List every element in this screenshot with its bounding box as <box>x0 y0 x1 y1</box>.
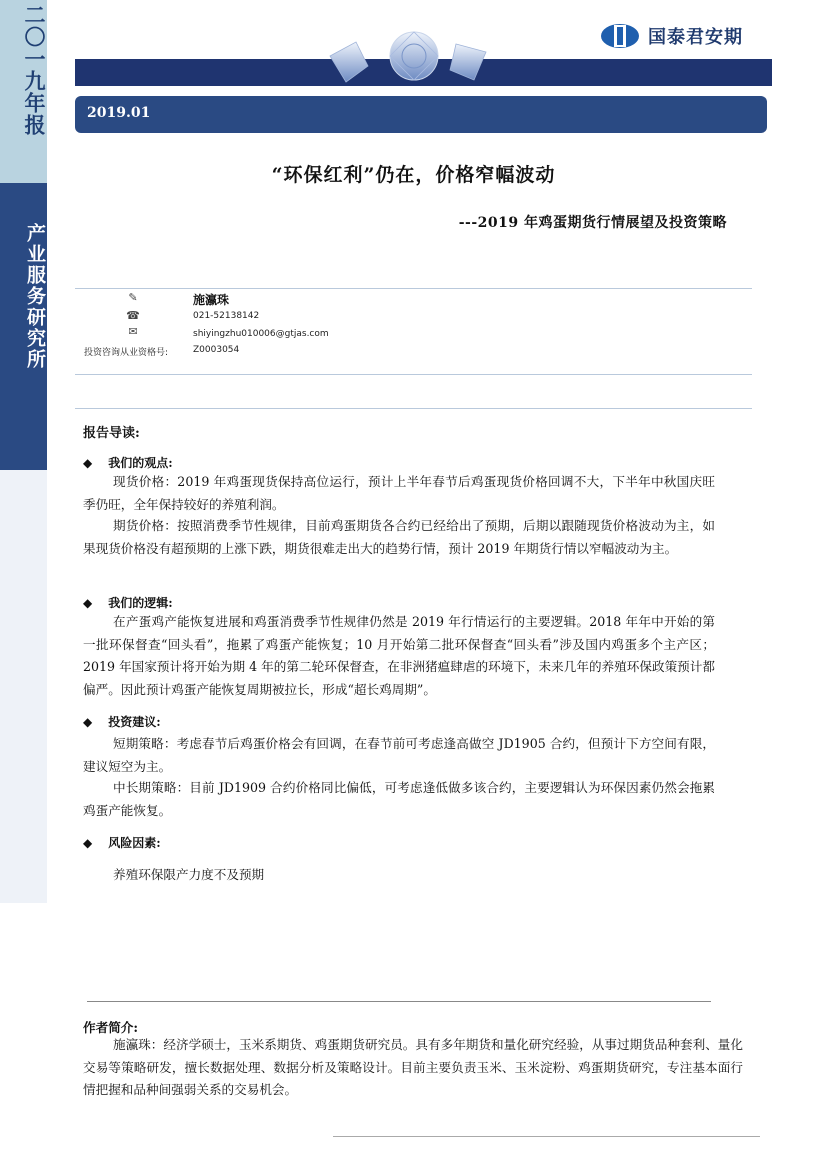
sidebar-year-text: 二〇一九年报 <box>22 4 47 136</box>
mail-icon: ✉ <box>128 325 138 338</box>
advice-short-paragraph: 短期策略：考虑春节后鸡蛋价格会有回调，在春节前可考虑逢高做空 JD1905 合约，但预计下方空间有限，建议短空为主。 <box>83 736 715 774</box>
divider-body <box>75 408 752 409</box>
report-heading: 报告导读: <box>83 426 140 441</box>
date-bar <box>75 96 767 133</box>
advice-heading: ◆ 投资建议: <box>83 715 161 729</box>
bio-heading: 作者简介: <box>83 1020 139 1035</box>
divider-footer <box>333 1136 760 1137</box>
report-date: 2019.01 <box>87 105 151 121</box>
company-logo <box>600 22 743 50</box>
logic-paragraph: 在产蛋鸡产能恢复进展和鸡蛋消费季节性规律仍然是 2019 年行情运行的主要逻辑。2018 年年中开始的第一批环保督查“回头看”，拖累了鸡蛋产能恢复；10 月开始第二批环保督查“回头看”涉及国内鸡蛋多个主产区；2019 年国家预计将开始为期 4 年的第二轮环保督查，在非洲猪瘟肆虐的环境下，未来几年的养殖环保政策预计都偏严。因此预计鸡蛋产能恢复周期被拉长，形成“超长鸡周期”。 <box>83 614 715 697</box>
page-subtitle: ---2019 年鸡蛋期货行情展望及投资策略 <box>458 215 727 231</box>
author-phone: 021-52138142 <box>193 311 260 321</box>
views-spot-paragraph: 现货价格：2019 年鸡蛋现货保持高位运行，预计上半年春节后鸡蛋现货价格回调不大，下半年中秋国庆旺季仍旺，全年保持较好的养殖利润。 <box>83 474 715 512</box>
logo-mark-icon <box>600 23 640 49</box>
risk-text: 养殖环保限产力度不及预期 <box>113 867 265 882</box>
phone-icon: ☎ <box>126 309 140 322</box>
divider-mid <box>75 374 752 375</box>
logo-text: 国泰君安期 <box>648 27 743 48</box>
logic-heading: ◆ 我们的逻辑: <box>83 596 173 610</box>
pen-icon: ✎ <box>128 291 138 304</box>
sidebar-year-block <box>0 0 47 183</box>
risk-heading: ◆ 风险因素: <box>83 836 161 850</box>
divider-top <box>75 288 752 289</box>
sidebar-dept-text: 产业服务研究所 <box>24 223 46 370</box>
author-name: 施瀛珠 <box>193 293 230 307</box>
advice-long-paragraph: 中长期策略：目前 JD1909 合约价格同比偏低，可考虑逢低做多该合约，主要逻辑认为环保因素仍然会拖累鸡蛋产能恢复。 <box>83 780 715 818</box>
author-email[interactable]: shiyingzhu010006@gtjas.com <box>193 329 329 339</box>
views-futures-paragraph: 期货价格：按照消费季节性规律，目前鸡蛋期货各合约已经给出了预期，后期以跟随现货价格波动为主，如果现货价格没有超预期的上涨下跌，期货很难走出大的趋势行情，预计 2019 年期货行情以窄幅波动为主。 <box>83 518 715 556</box>
qualification-label: 投资咨询从业资格号: <box>84 348 169 358</box>
views-heading: ◆ 我们的观点: <box>83 456 173 470</box>
bio-paragraph: 施瀛珠：经济学硕士，玉米系期货、鸡蛋期货研究员。具有多年期货和量化研究经验，从事过期货品种套利、量化交易等策略研发，擅长数据处理、数据分析及策略设计。目前主要负责玉米、玉米淀粉、鸡蛋期货研究，专注基本面行情把握和品种间强弱关系的交易机会。 <box>83 1037 743 1097</box>
page-title: “环保红利”仍在，价格窄幅波动 <box>271 164 556 186</box>
divider-bio <box>87 1001 711 1002</box>
sidebar-bottom-block <box>0 470 47 903</box>
sidebar-dept-block <box>0 183 47 470</box>
diamond-banner-icon <box>322 30 502 88</box>
qualification-number: Z0003054 <box>193 345 240 355</box>
